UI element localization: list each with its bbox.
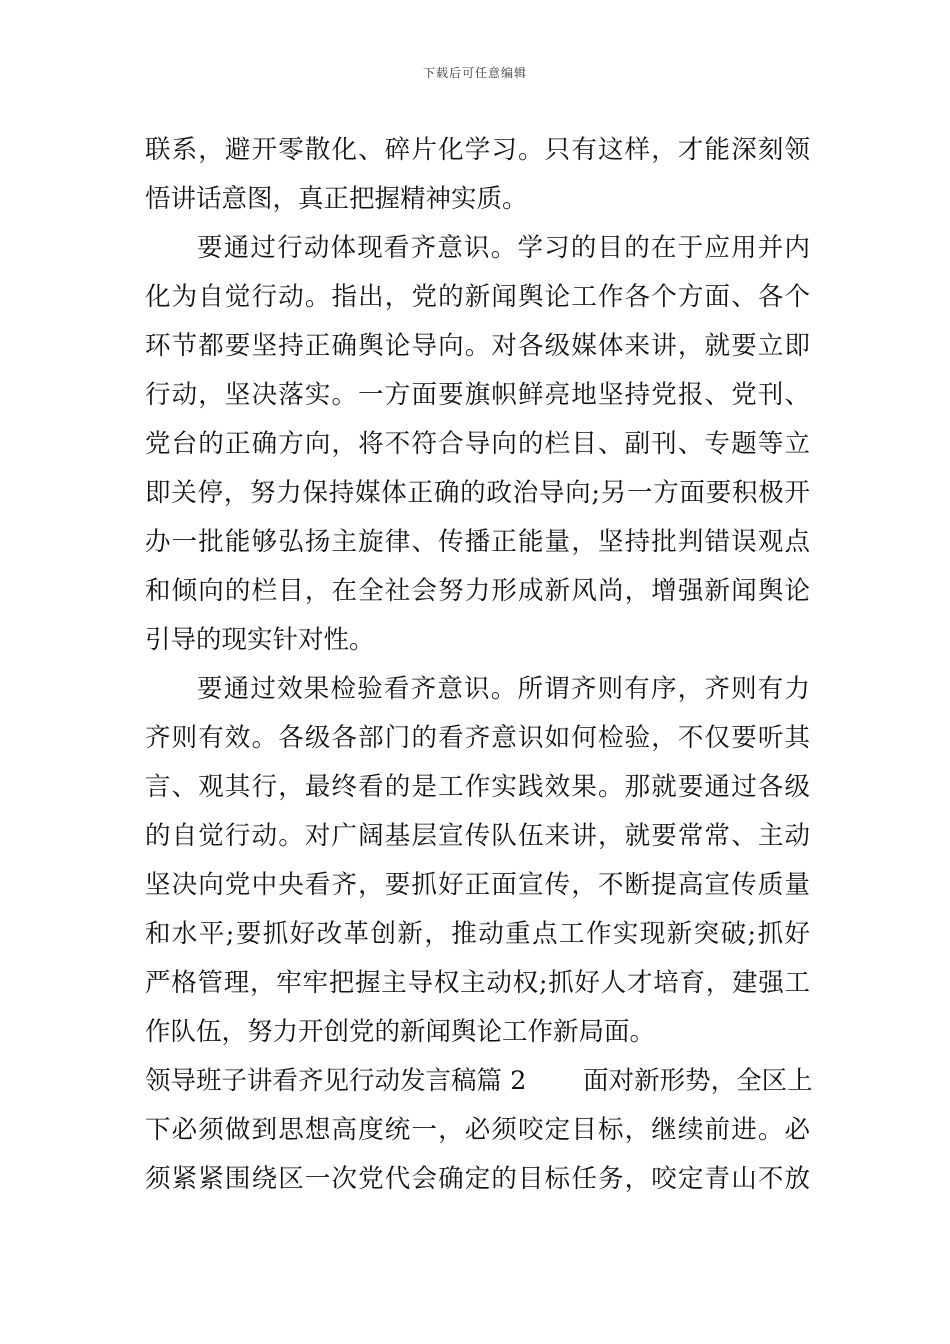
text-line: 要通过效果检验看齐意识。所谓齐则有序，齐则有力 [197,674,810,704]
text-line: 即关停，努力保持媒体正确的政治导向;另一方面要积极开 [145,478,810,508]
text-line: 引导的现实针对性。 [145,625,375,655]
text-line: 环节都要坚持正确舆论导向。对各级媒体来讲，就要立即 [145,331,810,361]
text-line: 和水平;要抓好改革创新，推动重点工作实现新突破;抓好 [145,919,810,949]
text-line: 行动，坚决落实。一方面要旗帜鲜亮地坚持党报、党刊、 [145,380,810,410]
text-line: 须紧紧围绕区一次党代会确定的目标任务，咬定青山不放 [145,1164,810,1194]
text-line: 下必须做到思想高度统一，必须咬定目标，继续前进。必 [145,1115,810,1145]
text-line: 坚决向党中央看齐，要抓好正面宣传，不断提高宣传质量 [145,870,810,900]
text-line: 悟讲话意图，真正把握精神实质。 [145,184,528,214]
section-heading-line: 领导班子讲看齐见行动发言稿篇 2 面对新形势，全区上 [145,1066,813,1096]
text-line: 党台的正确方向，将不符合导向的栏目、副刊、专题等立 [145,429,810,459]
paragraph [145,665,810,1057]
text-line: 和倾向的栏目，在全社会努力形成新风尚，增强新闻舆论 [145,576,810,606]
text-line: 作队伍，努力开创党的新闻舆论工作新局面。 [145,1017,656,1047]
paragraph [145,224,810,665]
text-line: 联系，避开零散化、碎片化学习。只有这样，才能深刻领 [145,135,810,165]
paragraph [145,1057,813,1204]
text-line: 齐则有效。各级各部门的看齐意识如何检验，不仅要听其 [145,723,810,753]
text-line: 办一批能够弘扬主旋律、传播正能量，坚持批判错误观点 [145,527,810,557]
page-header-note: 下载后可任意编辑 [422,66,527,80]
text-line: 言、观其行，最终看的是工作实践效果。那就要通过各级 [145,772,810,802]
text-line: 的自觉行动。对广阔基层宣传队伍来讲，就要常常、主动 [145,821,810,851]
document-body [145,126,813,1204]
text-line: 要通过行动体现看齐意识。学习的目的在于应用并内 [197,233,810,263]
text-line: 严格管理，牢牢把握主导权主动权;抓好人才培育，建强工 [145,968,810,998]
text-line: 化为自觉行动。指出，党的新闻舆论工作各个方面、各个 [145,282,810,312]
paragraph [145,126,810,224]
